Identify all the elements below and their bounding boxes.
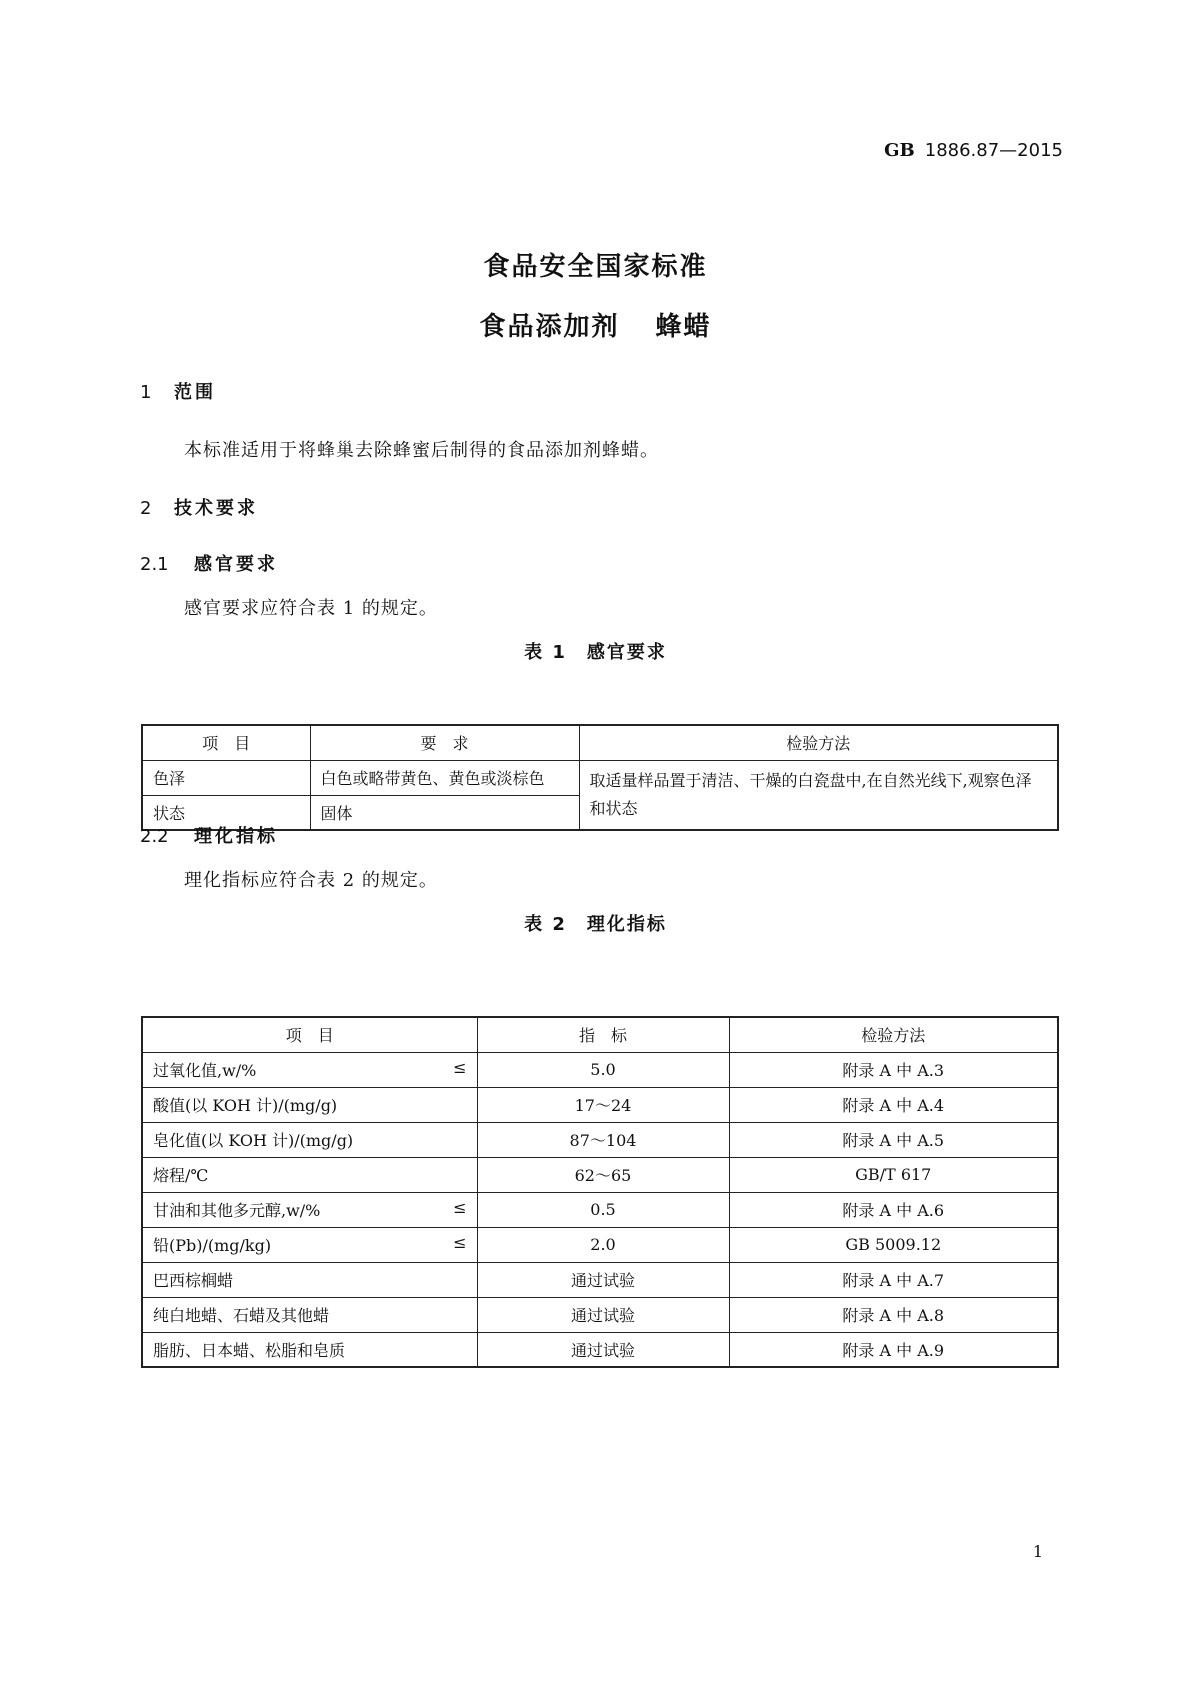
cell-method: 附录 A 中 A.3 [729, 1052, 1058, 1087]
section-2-1-heading [140, 550, 278, 576]
section-title: 感官要求 [194, 554, 278, 575]
standard-code [884, 140, 1063, 161]
cell-limit-symbol: ≤ [453, 1198, 467, 1217]
section-2-1-text: 感官要求应符合表 1 的规定。 [184, 598, 438, 619]
cell-item: 铅(Pb)/(mg/kg) [153, 1236, 272, 1255]
cell-requirement: 白色或略带黄色、黄色或淡棕色 [310, 760, 579, 795]
table-row [142, 1332, 1058, 1367]
section-2-2-text: 理化指标应符合表 2 的规定。 [184, 870, 438, 891]
section-number: 2.2 [140, 826, 169, 847]
caption-title: 理化指标 [586, 914, 667, 935]
section-1-text: 本标准适用于将蜂巢去除蜂蜜后制得的食品添加剂蜂蜡。 [184, 440, 659, 461]
cell-value: 17～24 [477, 1087, 729, 1122]
section-title: 理化指标 [194, 826, 278, 847]
section-1-heading [140, 378, 216, 404]
cell-item: 甘油和其他多元醇,w/% [153, 1201, 321, 1220]
standard-code-prefix: GB [884, 140, 915, 161]
cell-method: GB/T 617 [729, 1157, 1058, 1192]
cell-method: 附录 A 中 A.8 [729, 1297, 1058, 1332]
table-1-caption [0, 638, 1191, 664]
cell-value: 0.5 [477, 1192, 729, 1227]
table-row [142, 1297, 1058, 1332]
document-title: 食品安全国家标准 [483, 252, 708, 282]
table-header-row [142, 725, 1058, 760]
document-subtitle [0, 306, 1191, 343]
section-number: 2.1 [140, 554, 169, 575]
cell-method: 附录 A 中 A.9 [729, 1332, 1058, 1367]
cell-value: 5.0 [477, 1052, 729, 1087]
section-2-2-heading [140, 822, 278, 848]
cell-limit-symbol: ≤ [453, 1058, 467, 1077]
cell-value: 2.0 [477, 1227, 729, 1262]
caption-title: 感官要求 [586, 642, 667, 663]
section-2-heading [140, 494, 258, 520]
header-requirement: 要 求 [310, 725, 579, 760]
table-row [142, 1192, 1058, 1227]
cell-method: 附录 A 中 A.6 [729, 1192, 1058, 1227]
table-header-row [142, 1017, 1058, 1052]
cell-method: 附录 A 中 A.5 [729, 1122, 1058, 1157]
cell-item: 熔程/℃ [153, 1166, 209, 1185]
table-row [142, 1052, 1058, 1087]
cell-item: 色泽 [142, 760, 310, 795]
subtitle-part-2: 蜂蜡 [655, 312, 712, 342]
header-method: 检验方法 [579, 725, 1058, 760]
cell-value: 通过试验 [477, 1262, 729, 1297]
header-indicator: 指 标 [477, 1017, 729, 1052]
sensory-requirements-table [141, 724, 1059, 831]
table-row [142, 1122, 1058, 1157]
cell-method: 附录 A 中 A.4 [729, 1087, 1058, 1122]
cell-item: 酸值(以 KOH 计)/(mg/g) [153, 1096, 338, 1115]
cell-value: 通过试验 [477, 1332, 729, 1367]
cell-method: 取适量样品置于清洁、干燥的白瓷盘中,在自然光线下,观察色泽和状态 [579, 760, 1058, 830]
cell-limit-symbol: ≤ [453, 1233, 467, 1252]
cell-method: GB 5009.12 [729, 1227, 1058, 1262]
subtitle-part-1: 食品添加剂 [479, 312, 620, 342]
section-number: 1 [140, 382, 152, 403]
table-2-caption [0, 910, 1191, 936]
table-row [142, 1227, 1058, 1262]
header-method: 检验方法 [729, 1017, 1058, 1052]
section-title: 范围 [174, 382, 216, 403]
table-row [142, 1262, 1058, 1297]
cell-item: 巴西棕榈蜡 [153, 1271, 234, 1290]
table-row [142, 1087, 1058, 1122]
cell-item: 纯白地蜡、石蜡及其他蜡 [153, 1306, 330, 1325]
cell-item: 皂化值(以 KOH 计)/(mg/g) [153, 1131, 354, 1150]
table-row [142, 760, 1058, 795]
caption-number: 表 1 [524, 642, 567, 663]
header-item: 项 目 [142, 725, 310, 760]
cell-item: 状态 [142, 795, 310, 830]
page-number: 1 [1032, 1542, 1043, 1561]
caption-number: 表 2 [524, 914, 567, 935]
standard-code-number: 1886.87—2015 [924, 140, 1063, 161]
physicochemical-indicators-table [141, 1016, 1059, 1368]
table-row [142, 1157, 1058, 1192]
header-item: 项 目 [142, 1017, 477, 1052]
cell-item: 脂肪、日本蜡、松脂和皂质 [153, 1340, 346, 1360]
section-number: 2 [140, 498, 152, 519]
cell-value: 通过试验 [477, 1297, 729, 1332]
cell-method: 附录 A 中 A.7 [729, 1262, 1058, 1297]
section-title: 技术要求 [174, 498, 258, 519]
cell-value: 62～65 [477, 1157, 729, 1192]
cell-value: 87～104 [477, 1122, 729, 1157]
cell-requirement: 固体 [310, 795, 579, 830]
cell-item: 过氧化值,w/% [153, 1061, 257, 1080]
